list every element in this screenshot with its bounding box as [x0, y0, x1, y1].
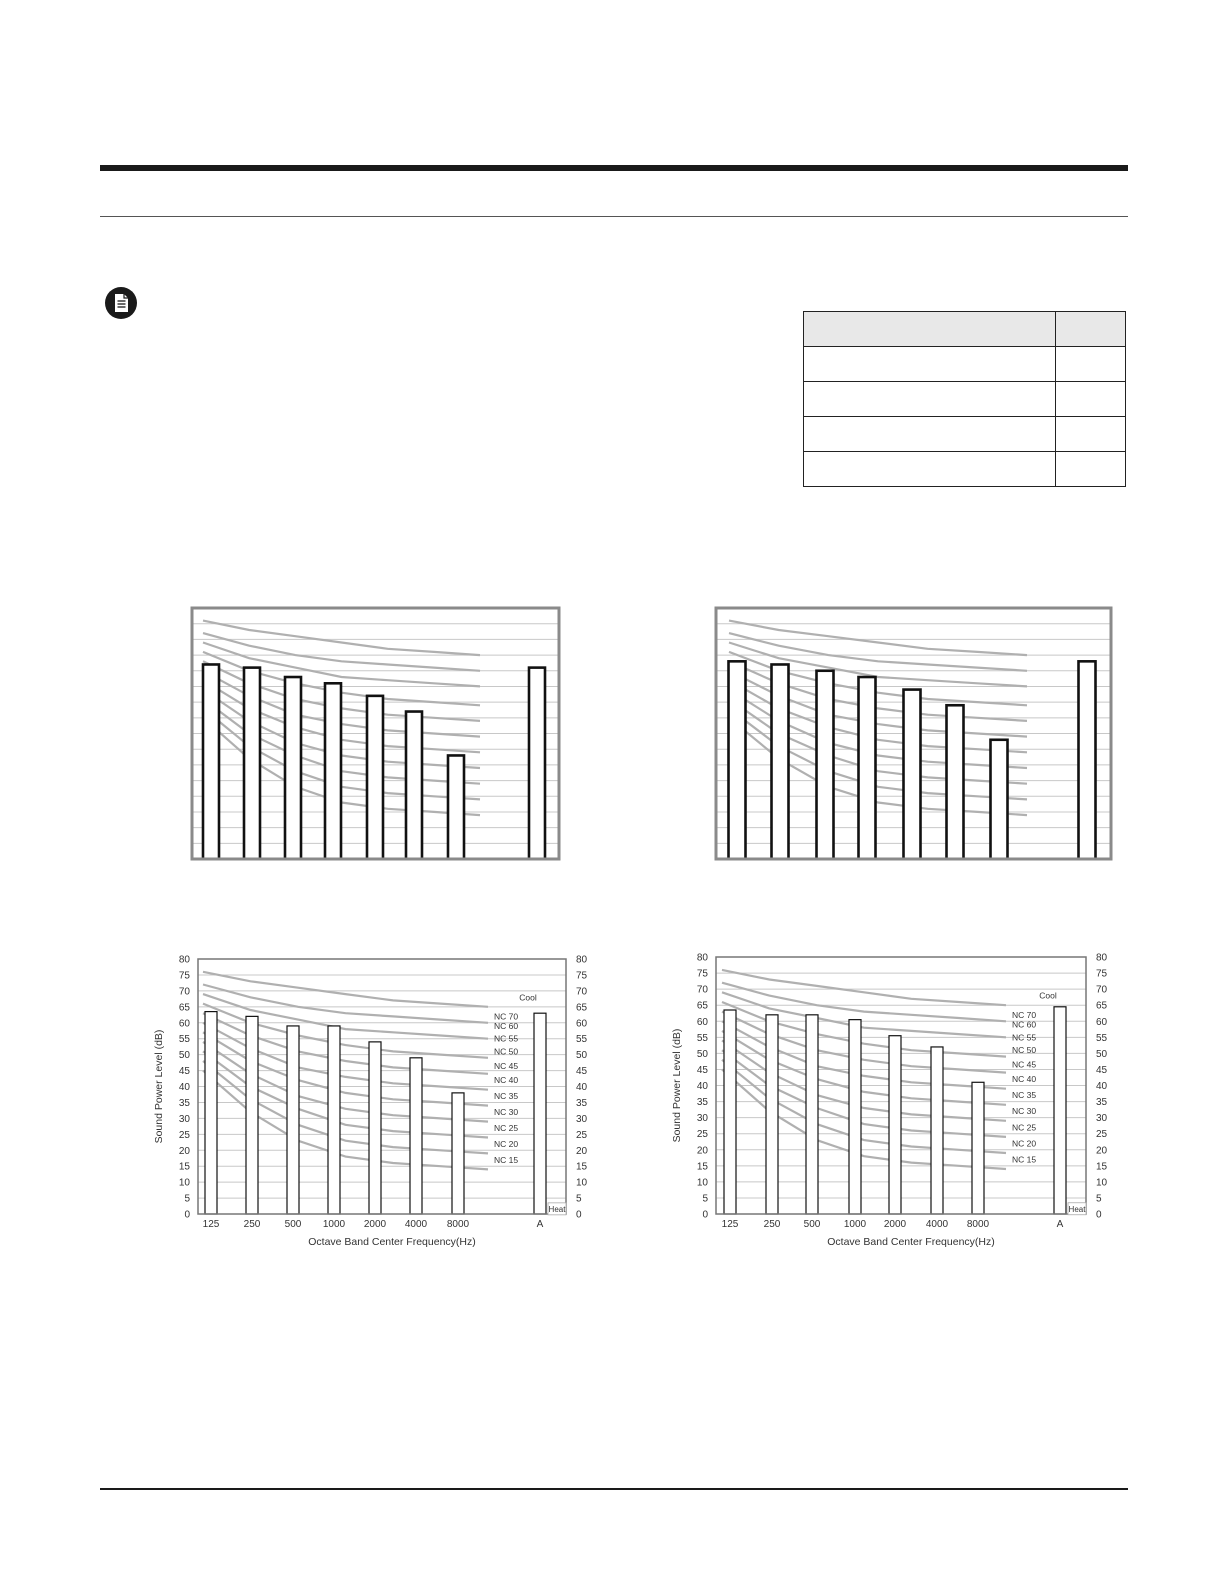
bar — [203, 664, 219, 859]
nc-label: NC 60 — [494, 1020, 519, 1031]
nc-label: NC 55 — [494, 1033, 519, 1044]
table-row — [804, 417, 1126, 452]
header-rule-thick — [100, 165, 1128, 171]
bar — [972, 1082, 984, 1214]
bar — [991, 740, 1008, 859]
nc-curve — [722, 1069, 1006, 1169]
y-tick-label-right: 15 — [1096, 1161, 1108, 1173]
y-tick-label-right: 15 — [576, 1161, 588, 1173]
nc-label: NC 20 — [494, 1138, 519, 1149]
y-tick-label-right: 60 — [1096, 1016, 1108, 1028]
bar — [931, 1047, 943, 1214]
y-tick-label-right: 30 — [1096, 1113, 1108, 1125]
bar — [246, 1016, 258, 1214]
y-tick-label-right: 80 — [576, 954, 588, 966]
y-tick-label-right: 5 — [1096, 1193, 1102, 1205]
x-tick-label: 125 — [202, 1219, 220, 1230]
y-tick-label-left: 30 — [178, 1113, 190, 1125]
table-cell — [804, 452, 1056, 487]
y-tick-label-left: 5 — [702, 1193, 708, 1205]
table-row — [804, 382, 1126, 417]
bar — [817, 671, 834, 859]
table-cell — [804, 417, 1056, 452]
y-tick-label-left: 45 — [178, 1066, 190, 1078]
bar — [859, 677, 876, 859]
y-tick-label-left: 10 — [178, 1177, 190, 1189]
y-tick-label-left: 60 — [178, 1018, 190, 1030]
bar — [889, 1036, 901, 1214]
nc-label: NC 70 — [494, 1011, 519, 1022]
bar — [244, 668, 260, 859]
bar — [1079, 661, 1096, 859]
bar — [904, 690, 921, 859]
heat-label: Heat — [548, 1204, 566, 1214]
spec-table — [803, 311, 1126, 487]
y-tick-label-right: 35 — [1096, 1097, 1108, 1109]
x-tick-label: 500 — [284, 1219, 302, 1230]
chart-svg — [148, 948, 600, 1253]
bar — [947, 705, 964, 859]
y-tick-label-left: 55 — [696, 1032, 708, 1044]
nc-curve — [203, 972, 488, 1007]
nc-label: NC 50 — [1012, 1045, 1037, 1056]
bar — [448, 755, 464, 859]
y-tick-label-right: 50 — [576, 1050, 588, 1062]
table-cell — [804, 312, 1056, 347]
header-rule-thin — [100, 216, 1128, 217]
x-tick-label: 2000 — [883, 1219, 907, 1230]
y-tick-label-left: 20 — [178, 1145, 190, 1157]
y-tick-label-right: 70 — [576, 986, 588, 998]
bar — [766, 1015, 778, 1214]
y-tick-label-right: 10 — [1096, 1177, 1108, 1189]
cool-label: Cool — [1039, 990, 1057, 1001]
chart-svg — [190, 606, 562, 862]
nc-curve — [203, 621, 480, 656]
nc-label: NC 35 — [1012, 1090, 1037, 1101]
y-tick-label-right: 45 — [576, 1066, 588, 1078]
y-tick-label-right: 65 — [1096, 1000, 1108, 1012]
y-tick-label-right: 20 — [1096, 1145, 1108, 1157]
chart-svg — [666, 946, 1118, 1251]
y-tick-label-right: 55 — [576, 1034, 588, 1046]
table-cell — [1056, 417, 1126, 452]
bar — [724, 1010, 736, 1214]
nc-label: NC 20 — [1012, 1138, 1037, 1149]
x-tick-label: 250 — [763, 1219, 781, 1230]
y-tick-label-left: 65 — [178, 1002, 190, 1014]
y-tick-label-left: 40 — [696, 1081, 708, 1092]
y-tick-label-left: 10 — [696, 1177, 708, 1189]
nc-label: NC 70 — [1012, 1009, 1037, 1020]
y-tick-label-left: 50 — [696, 1048, 708, 1060]
y-tick-label-right: 5 — [576, 1193, 582, 1205]
y-tick-label-right: 75 — [576, 970, 588, 982]
y-tick-label-right: 60 — [576, 1018, 588, 1030]
nc-label: NC 60 — [1012, 1019, 1037, 1030]
x-tick-label: 8000 — [966, 1219, 990, 1230]
nc-label: NC 15 — [494, 1154, 519, 1165]
y-tick-label-right: 25 — [576, 1129, 588, 1141]
table-cell — [1056, 347, 1126, 382]
nc-label: NC 25 — [1012, 1122, 1037, 1133]
y-tick-label-left: 70 — [696, 984, 708, 996]
y-tick-label-left: 15 — [178, 1161, 190, 1173]
x-tick-label: 4000 — [404, 1219, 428, 1230]
x-tick-label: 125 — [721, 1219, 739, 1230]
nc-label: NC 50 — [494, 1046, 519, 1057]
x-tick-label: 1000 — [322, 1219, 346, 1230]
y-tick-label-right: 65 — [576, 1002, 588, 1014]
nc-label: NC 35 — [494, 1091, 519, 1102]
y-tick-label-right: 55 — [1096, 1032, 1108, 1044]
bar — [367, 696, 383, 859]
y-tick-label-left: 80 — [178, 954, 190, 966]
x-tick-label: 8000 — [446, 1219, 470, 1230]
sound-chart-top-right — [714, 606, 1114, 862]
y-tick-label-left: 30 — [696, 1113, 708, 1125]
y-tick-label-right: 25 — [1096, 1129, 1108, 1141]
footer-rule — [100, 1488, 1128, 1490]
y-tick-label-right: 0 — [1096, 1209, 1102, 1221]
bar — [328, 1026, 340, 1214]
table-row — [804, 452, 1126, 487]
bar — [529, 668, 545, 859]
y-axis-label: Sound Power Level (dB) — [153, 1029, 165, 1144]
table-header-row — [804, 312, 1126, 347]
nc-label: NC 15 — [1012, 1154, 1037, 1165]
y-tick-label-left: 35 — [696, 1097, 708, 1109]
y-tick-label-left: 75 — [696, 968, 708, 980]
y-tick-label-left: 70 — [178, 986, 190, 998]
y-tick-label-left: 0 — [702, 1209, 708, 1221]
table-cell — [804, 382, 1056, 417]
y-tick-label-right: 50 — [1096, 1048, 1108, 1060]
nc-label: NC 55 — [1012, 1032, 1037, 1043]
nc-curve — [722, 1002, 1006, 1057]
y-tick-label-left: 0 — [184, 1209, 190, 1221]
nc-label: NC 30 — [494, 1107, 519, 1117]
x-tick-label: A — [536, 1219, 544, 1230]
y-tick-label-right: 80 — [1096, 952, 1108, 964]
x-tick-label: 250 — [243, 1219, 261, 1230]
table-cell — [1056, 382, 1126, 417]
bar — [534, 1013, 546, 1214]
y-tick-label-left: 65 — [696, 1000, 708, 1012]
note-document-icon — [105, 287, 137, 319]
nc-label: NC 30 — [1012, 1106, 1037, 1117]
bar — [1054, 1007, 1066, 1214]
y-tick-label-right: 40 — [576, 1082, 588, 1093]
y-tick-label-right: 10 — [576, 1177, 588, 1189]
x-tick-label: 1000 — [843, 1219, 867, 1230]
bar — [452, 1093, 464, 1214]
y-tick-label-right: 0 — [576, 1209, 582, 1221]
nc-label: NC 25 — [494, 1122, 519, 1133]
heat-label: Heat — [1068, 1204, 1086, 1214]
table-cell — [1056, 452, 1126, 487]
x-tick-label: 2000 — [363, 1219, 387, 1230]
chart-svg — [714, 606, 1114, 862]
y-tick-label-left: 50 — [178, 1050, 190, 1062]
bar — [406, 712, 422, 859]
y-tick-label-right: 35 — [576, 1097, 588, 1109]
y-tick-label-left: 45 — [696, 1064, 708, 1076]
cool-label: Cool — [519, 992, 537, 1003]
sound-chart-bottom-left — [148, 948, 600, 1253]
sound-chart-top-left — [190, 606, 562, 862]
table-cell — [804, 347, 1056, 382]
table-row — [804, 347, 1126, 382]
y-tick-label-left: 35 — [178, 1097, 190, 1109]
bar — [285, 677, 301, 859]
y-axis-label: Sound Power Level (dB) — [671, 1028, 683, 1143]
y-tick-label-left: 75 — [178, 970, 190, 982]
nc-label: NC 40 — [494, 1075, 519, 1086]
y-tick-label-left: 40 — [178, 1082, 190, 1093]
y-tick-label-left: 60 — [696, 1016, 708, 1028]
nc-curve — [729, 621, 1027, 656]
x-axis-label: Octave Band Center Frequency(Hz) — [827, 1236, 995, 1248]
y-tick-label-right: 40 — [1096, 1081, 1108, 1092]
y-tick-label-right: 70 — [1096, 984, 1108, 996]
y-tick-label-right: 20 — [576, 1145, 588, 1157]
y-tick-label-left: 80 — [696, 952, 708, 964]
y-tick-label-right: 75 — [1096, 968, 1108, 980]
nc-label: NC 40 — [1012, 1074, 1037, 1085]
y-tick-label-left: 55 — [178, 1034, 190, 1046]
bar — [369, 1042, 381, 1214]
bar — [287, 1026, 299, 1214]
x-tick-label: 4000 — [925, 1219, 949, 1230]
nc-curve — [722, 970, 1006, 1005]
x-tick-label: A — [1056, 1219, 1064, 1230]
y-tick-label-left: 15 — [696, 1161, 708, 1173]
y-tick-label-left: 5 — [184, 1193, 190, 1205]
bar — [205, 1012, 217, 1214]
y-tick-label-left: 25 — [178, 1129, 190, 1141]
y-tick-label-right: 30 — [576, 1113, 588, 1125]
nc-label: NC 45 — [494, 1060, 519, 1071]
bar — [772, 664, 789, 859]
nc-label: NC 45 — [1012, 1059, 1037, 1070]
bar — [729, 661, 746, 859]
y-tick-label-left: 20 — [696, 1145, 708, 1157]
sound-chart-bottom-right — [666, 946, 1118, 1251]
y-tick-label-right: 45 — [1096, 1064, 1108, 1076]
bar — [849, 1020, 861, 1214]
bar — [410, 1058, 422, 1214]
bar — [806, 1015, 818, 1214]
bar — [325, 683, 341, 859]
x-tick-label: 500 — [803, 1219, 821, 1230]
x-axis-label: Octave Band Center Frequency(Hz) — [308, 1236, 476, 1248]
table-cell — [1056, 312, 1126, 347]
nc-curve — [722, 992, 1006, 1037]
y-tick-label-left: 25 — [696, 1129, 708, 1141]
